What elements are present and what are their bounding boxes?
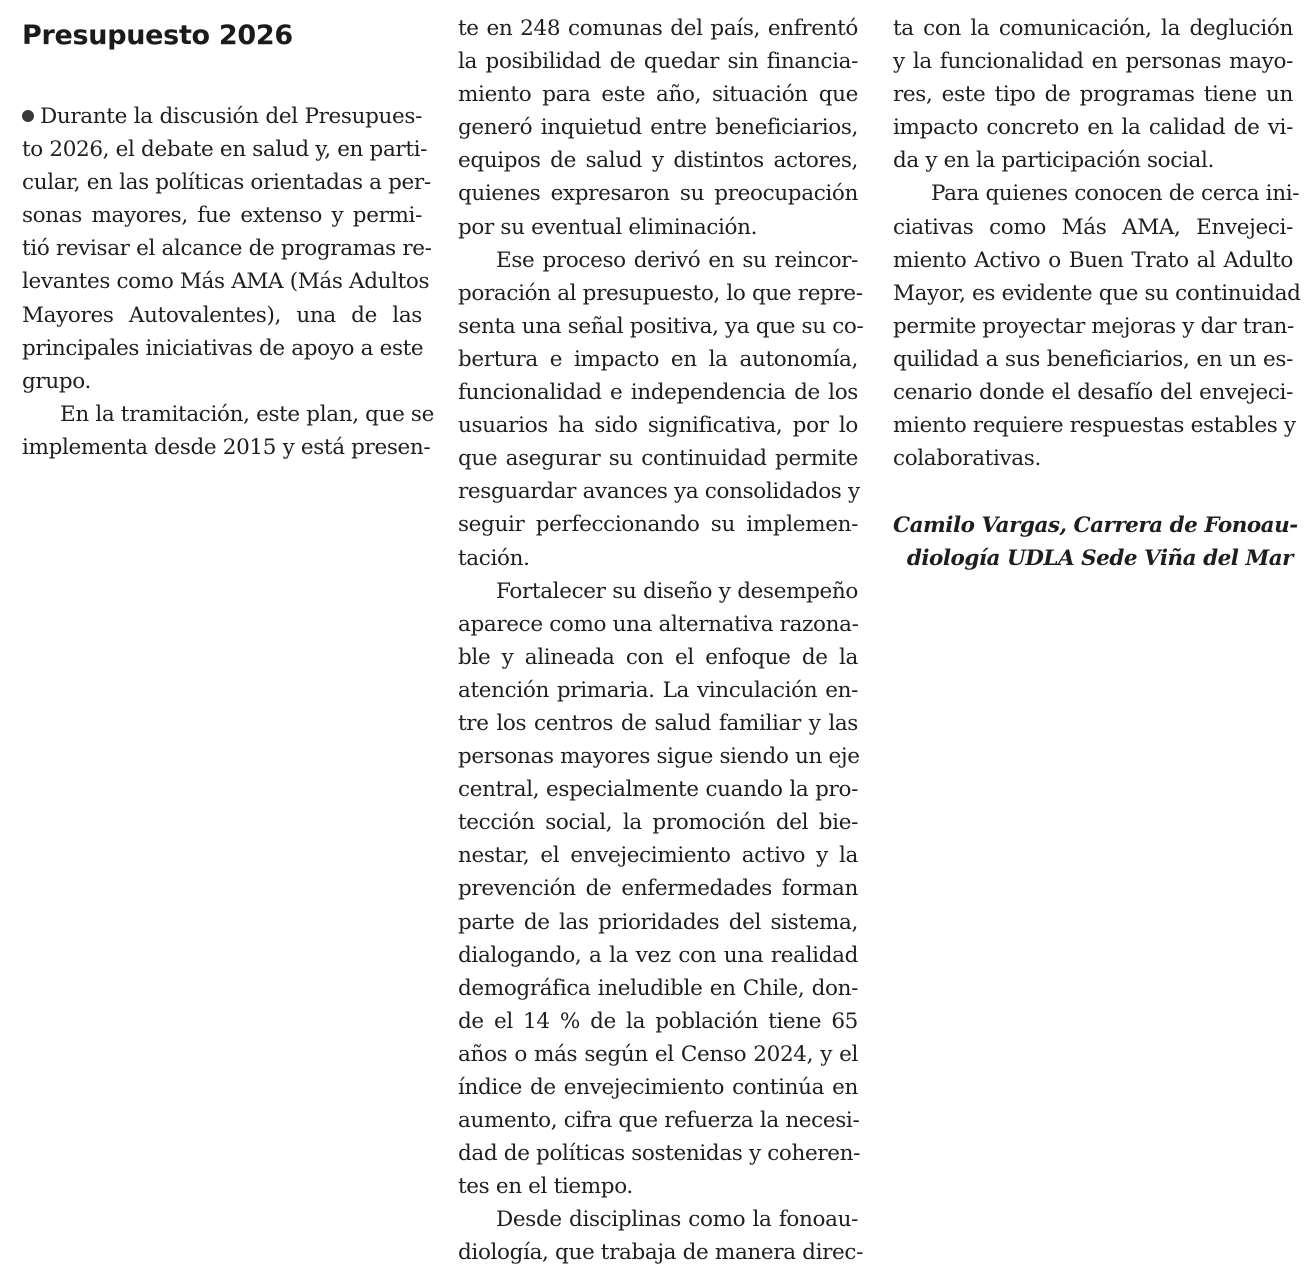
text-line: implementa desde 2015 y está presen- (22, 434, 431, 460)
text-line: Ese proceso derivó en su reincor- (496, 247, 858, 273)
text-line: colaborativas. (893, 446, 1041, 472)
text-line: senta una señal positiva, ya que su co- (458, 313, 864, 339)
text-line: quilidad a sus beneficiarios, en un es- (893, 346, 1293, 372)
text-line: grupo. (22, 368, 91, 394)
text-line: quienes expresaron su preocupación (458, 181, 858, 207)
text-line: bertura e impacto en la autonomía, (458, 346, 858, 372)
text-line: parte de las prioridades del sistema, (458, 909, 858, 935)
column-2 (458, 12, 864, 1270)
text-line: diología, que trabaja de manera direc- (458, 1240, 864, 1266)
signature-line: diología UDLA Sede Viña del Mar (906, 546, 1293, 572)
text-line: generó inquietud entre beneficiarios, (458, 115, 858, 141)
text-line: ble y alineada con el enfoque de la (458, 644, 858, 670)
text-line: res, este tipo de programas tiene un (893, 82, 1293, 108)
text-line: permite proyectar mejoras y dar tran- (893, 313, 1294, 339)
text-line: y la funcionalidad en personas mayo- (893, 49, 1293, 75)
text-line: usuarios ha sido significativa, por lo (458, 413, 858, 439)
text-line: ciativas como Más AMA, Envejeci- (893, 214, 1293, 240)
text-line: índice de envejecimiento continúa en (458, 1075, 858, 1100)
text-line: Para quienes conocen de cerca ini- (931, 181, 1300, 207)
text-line: central, especialmente cuando la pro- (458, 777, 858, 803)
text-line: prevención de enfermedades forman (458, 876, 858, 902)
text-line: impacto concreto en la calidad de vi- (893, 115, 1293, 141)
text-line: resguardar avances ya consolidados y (458, 479, 860, 505)
text-line: levantes como Más AMA (Más Adultos (22, 269, 430, 295)
text-line: cenario donde el desafío del envejeci- (893, 380, 1293, 406)
bullet-icon (22, 110, 34, 122)
text-line: to 2026, el debate en salud y, en parti- (22, 137, 428, 163)
text-line: nestar, el envejecimiento activo y la (458, 843, 858, 869)
text-line: Desde disciplinas como la fonoau- (496, 1207, 858, 1233)
text-line: la posibilidad de quedar sin financia- (458, 49, 858, 75)
signature-line: Camilo Vargas, Carrera de Fonoau- (893, 513, 1298, 539)
text-line: te en 248 comunas del país, enfrentó (458, 16, 858, 41)
text-line: Mayores Autovalentes), una de las (22, 302, 422, 328)
text-line: personas mayores sigue siendo un eje (458, 744, 860, 770)
text-line: principales iniciativas de apoyo a este (22, 335, 424, 361)
text-line: tes en el tiempo. (458, 1174, 633, 1200)
signature (893, 509, 1298, 575)
column-3 (893, 12, 1301, 576)
text-line: da y en la participación social. (893, 148, 1214, 174)
text-line: En la tramitación, este plan, que se (60, 401, 434, 427)
text-line: tió revisar el alcance de programas re- (22, 236, 432, 262)
text-line: miento para este año, situación que (458, 82, 858, 108)
text-line: atención primaria. La vinculación en- (458, 677, 858, 703)
text-line: seguir perfeccionando su implemen- (458, 512, 858, 538)
text-line: Mayor, es evidente que su continuidad (893, 280, 1301, 306)
text-line: equipos de salud y distintos actores, (458, 148, 858, 174)
text-line: por su eventual eliminación. (458, 214, 758, 240)
column-1 (22, 0, 434, 464)
text-line: tre los centros de salud familiar y las (458, 710, 858, 736)
text-line: cular, en las políticas orientadas a per- (22, 170, 431, 196)
text-line: tación. (458, 545, 530, 571)
text-line: aparece como una alternativa razona- (458, 611, 859, 637)
text-line: sonas mayores, fue extenso y permi- (22, 203, 422, 229)
text-line: ta con la comunicación, la deglución (893, 16, 1293, 41)
article-title: Presupuesto 2026 (22, 20, 293, 51)
text-line: demográfica ineludible en Chile, don- (458, 975, 858, 1001)
text-line: funcionalidad e independencia de los (458, 380, 858, 406)
text-line: tección social, la promoción del bie- (458, 810, 858, 836)
text-line: Fortalecer su diseño y desempeño (496, 578, 858, 604)
text-line: miento requiere respuestas estables y (893, 413, 1296, 439)
text-line: dialogando, a la vez con una realidad (458, 942, 858, 968)
text-line: años o más según el Censo 2024, y el (458, 1041, 858, 1067)
text-line: aumento, cifra que refuerza la necesi- (458, 1108, 860, 1134)
text-line: Durante la discusión del Presupues- (22, 100, 422, 133)
text-line: de el 14 % de la población tiene 65 (458, 1008, 858, 1034)
text-line: que asegurar su continuidad permite (458, 446, 858, 472)
text-line: miento Activo o Buen Trato al Adulto (893, 247, 1293, 273)
text-line: poración al presupuesto, lo que repre- (458, 280, 863, 306)
text-line: dad de políticas sostenidas y coheren- (458, 1141, 861, 1167)
